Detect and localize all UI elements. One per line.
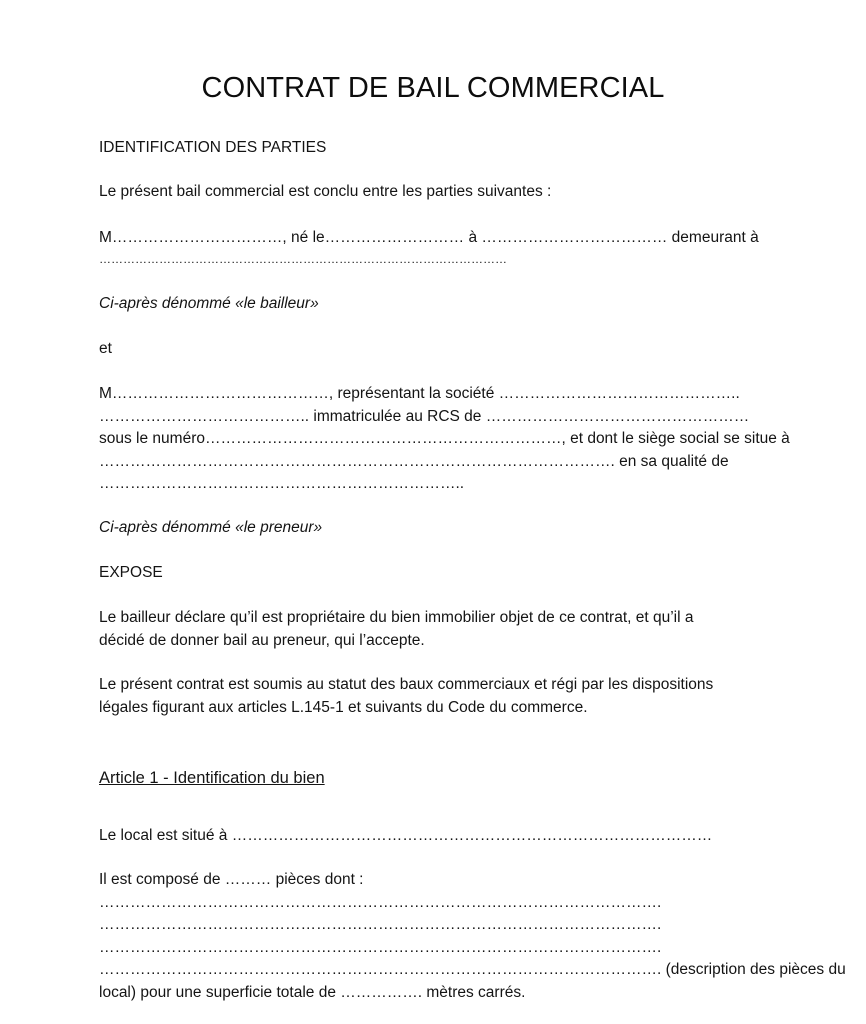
article-1-local-location: Le local est situé à ………………………………………………………………………………… [99, 827, 713, 844]
expose-p2-line-2: légales figurant aux articles L.145-1 et suivants du Code du commerce. [99, 698, 588, 716]
expose-paragraph-2 [99, 674, 759, 719]
preneur-line-1: M……………………………………, représentant la société ……………………………………….. [99, 385, 740, 402]
section-heading-expose: EXPOSE [99, 564, 163, 581]
article-1-heading: Article 1 - Identification du bien [99, 769, 325, 787]
preneur-line-3: sous le numéro……………………………………………………………, et dont le siège social se situe à [99, 430, 790, 447]
preneur-line-4: ………………………………………………………………………………………. en sa qualité de [99, 452, 729, 470]
composition-line: Il est composé de ……… pièces dont : [99, 871, 364, 888]
bailleur-line-2: ………………………………………………………………………………………… [99, 251, 507, 266]
rooms-dots-line-2: ………………………………………………………………………………………………. [99, 916, 662, 933]
intro-paragraph: Le présent bail commercial est conclu entre les parties suivantes : [99, 183, 552, 200]
document-title: CONTRAT DE BAIL COMMERCIAL [201, 72, 665, 104]
bailleur-line-1: M……………………………, né le……………………… à ……………………………… demeurant à [99, 229, 759, 246]
rooms-description-line-2: local) pour une superficie totale de ……………. mètres carrés. [99, 983, 526, 1001]
rooms-dots-line-1: ………………………………………………………………………………………………. [99, 893, 662, 911]
preneur-identification [99, 383, 790, 496]
conjunction-et: et [99, 340, 112, 357]
expose-p1-line-1: Le bailleur déclare qu’il est propriétaire du bien immobilier objet de ce contrat, et qu’il a [99, 609, 694, 626]
bailleur-identification [99, 227, 759, 268]
expose-p1-line-2: décidé de donner bail au preneur, qui l’accepte. [99, 631, 425, 649]
section-heading-parties: IDENTIFICATION DES PARTIES [99, 139, 327, 156]
preneur-line-2: ………………………………….. immatriculée au RCS de …………………………………………… [99, 407, 750, 425]
preneur-line-5: …………………………………………………………….. [99, 475, 465, 492]
expose-paragraph-1 [99, 607, 759, 652]
expose-p2-line-1: Le présent contrat est soumis au statut des baux commerciaux et régi par les dispositions [99, 676, 714, 693]
rooms-dots-line-3: ………………………………………………………………………………………………. [99, 938, 662, 956]
preneur-designation: Ci-après dénommé «le preneur» [99, 519, 323, 536]
article-1-composition [99, 869, 846, 1004]
rooms-description-line-1: ………………………………………………………………………………………………. (description des pièces du [99, 961, 846, 978]
bailleur-designation: Ci-après dénommé «le bailleur» [99, 295, 319, 312]
